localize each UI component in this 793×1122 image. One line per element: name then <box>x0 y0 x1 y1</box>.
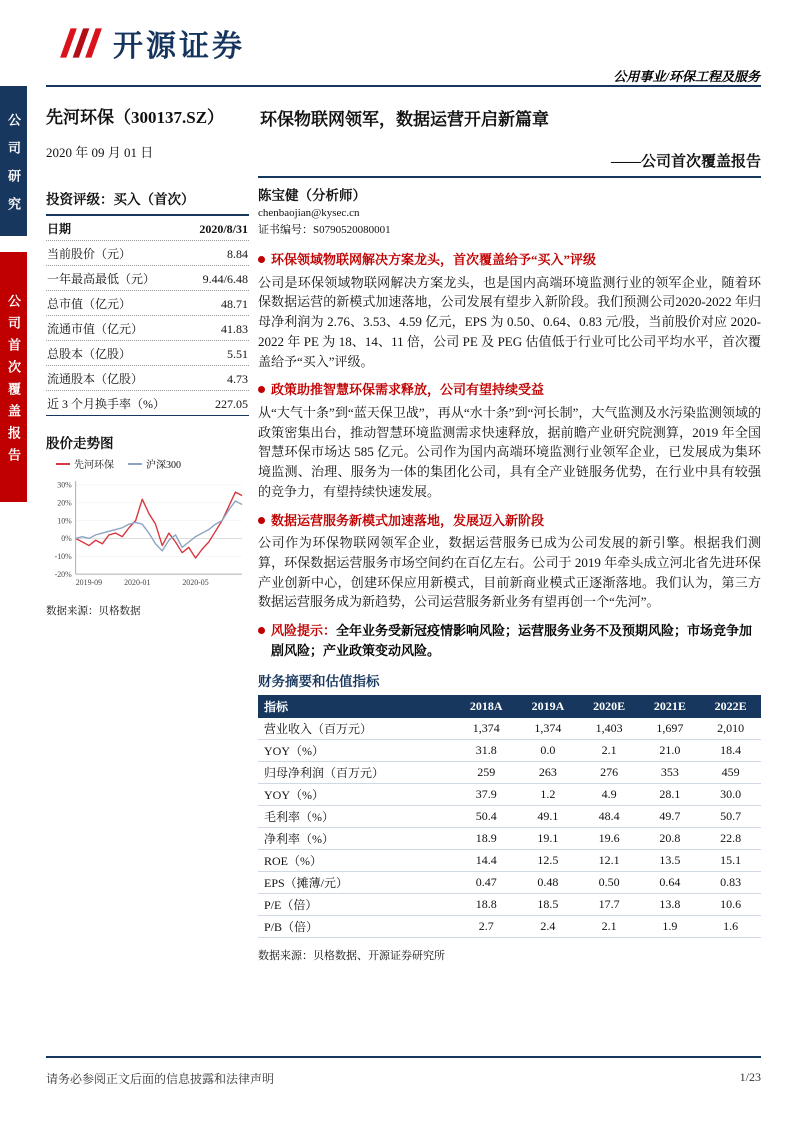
fin-value: 21.0 <box>640 740 701 762</box>
fin-row-label: P/E（倍） <box>258 894 455 916</box>
fin-table-body <box>258 718 761 938</box>
report-title: 环保物联网领军，数据运营开启新篇章 <box>260 110 549 129</box>
fin-row-label: YOY（%） <box>258 784 455 806</box>
fin-col-header: 2019A <box>517 695 579 718</box>
fin-value: 0.48 <box>517 872 579 894</box>
fin-value: 18.5 <box>517 894 579 916</box>
fin-row <box>258 806 761 828</box>
bullet-icon <box>258 627 265 634</box>
price-chart-svg <box>46 471 249 593</box>
metric-label: 一年最高最低（元） <box>47 272 156 286</box>
svg-text:20%: 20% <box>57 498 72 508</box>
company-title: 先河环保（300137.SZ） <box>46 108 225 127</box>
metric-label: 当前股价（元） <box>47 247 132 261</box>
legend-label: 先河环保 <box>74 460 114 471</box>
fin-row <box>258 916 761 938</box>
fin-value: 15.1 <box>700 850 761 872</box>
metric-row <box>46 391 249 415</box>
metric-value: 8.84 <box>227 247 248 261</box>
brand-logo <box>58 20 245 66</box>
legend-label: 沪深300 <box>146 460 181 471</box>
fin-value: 17.7 <box>579 894 640 916</box>
metric-label: 总市值（亿元） <box>47 297 132 311</box>
fin-value: 0.83 <box>700 872 761 894</box>
metric-row <box>46 291 249 316</box>
fin-value: 37.9 <box>455 784 517 806</box>
fin-value: 1.6 <box>700 916 761 938</box>
fin-value: 1,697 <box>640 718 701 740</box>
svg-text:2019-09: 2019-09 <box>75 577 103 587</box>
financial-table <box>258 695 761 938</box>
fin-value: 459 <box>700 762 761 784</box>
metric-row <box>46 366 249 391</box>
fin-value: 49.1 <box>517 806 579 828</box>
fin-row <box>258 872 761 894</box>
section-body: 公司是环保领域物联网解决方案龙头，也是国内高端环境监测行业的领军企业，随着环保数据运营的新模式加速落地，公司发展有望步入新阶段。我们预测公司2020-2022 年归母净利润为 2.76、3.53、4.59 亿元，EPS 为 0.50、0.64、0.83 元/股，当前股价对应 2020-2022 年 PE 为 18、14、11 倍，公司 PE 及 PEG 估值低于行业可比公司平均水平，首次覆盖给予“买入”评级。 <box>258 274 761 369</box>
fin-value: 2,010 <box>700 718 761 740</box>
fin-value: 2.1 <box>579 740 640 762</box>
bullet-icon <box>258 386 265 393</box>
metric-value: 41.83 <box>221 322 248 336</box>
industry-category: 公用事业/环保工程及服务 <box>613 69 760 84</box>
page-number: 1/23 <box>739 1070 761 1084</box>
fin-value: 18.4 <box>700 740 761 762</box>
fin-value: 19.6 <box>579 828 640 850</box>
metric-value: 227.05 <box>215 397 248 411</box>
svg-text:30%: 30% <box>57 480 72 490</box>
fin-value: 12.1 <box>579 850 640 872</box>
fin-value: 2.1 <box>579 916 640 938</box>
footer-disclaimer: 请务必参阅正文后面的信息披露和法律声明 <box>46 1072 275 1086</box>
fin-row <box>258 740 761 762</box>
fin-value: 50.4 <box>455 806 517 828</box>
svg-text:-20%: -20% <box>54 569 72 579</box>
svg-text:2020-01: 2020-01 <box>124 577 151 587</box>
bullet-icon <box>258 517 265 524</box>
bullet-icon <box>258 256 265 263</box>
section-heading: 环保领域物联网解决方案龙头，首次覆盖给予“买入”评级 <box>271 252 597 267</box>
legend-swatch-icon <box>128 463 142 465</box>
fin-value: 20.8 <box>640 828 701 850</box>
right-column <box>258 184 761 963</box>
subtitle-divider <box>258 176 761 178</box>
financial-table-source: 数据来源：贝格数据、开源证券研究所 <box>258 950 445 962</box>
fin-value: 0.47 <box>455 872 517 894</box>
section-body: 从“大气十条”到“蓝天保卫战”，再从“水十条”到“河长制”，大气监测及水污染监测领域的政策密集出台，推动智慧环境监测需求快速释放，据前瞻产业研究院测算，2019 年全国智慧环保市场达 585 亿元。公司作为国内高端环境监测行业领军企业，已发展成为集环境监测、治理、服务为一体的集团化公司，具有全产业链服务优势，在行业中具有较强的竞争力，有望持续快速发展。 <box>258 404 761 499</box>
fin-value: 12.5 <box>517 850 579 872</box>
metric-value: 2020/8/31 <box>199 222 248 236</box>
fin-col-header: 2018A <box>455 695 517 718</box>
section-heading: 政策助推智慧环保需求释放，公司有望持续受益 <box>271 382 545 398</box>
metric-row <box>46 316 249 341</box>
header-divider <box>46 85 761 87</box>
fin-value: 1,374 <box>517 718 579 740</box>
fin-value: 2.7 <box>455 916 517 938</box>
risk-section <box>258 621 761 660</box>
fin-row-label: P/B（倍） <box>258 916 455 938</box>
analyst-cert-number: 证书编号：S0790520080001 <box>258 224 391 236</box>
fin-value: 28.1 <box>640 784 701 806</box>
svg-text:0%: 0% <box>61 534 72 544</box>
analyst-name: 陈宝健（分析师） <box>258 188 366 203</box>
fin-col-header: 指标 <box>258 695 455 718</box>
fin-value: 1,403 <box>579 718 640 740</box>
fin-value: 18.9 <box>455 828 517 850</box>
legend-item <box>56 456 114 471</box>
metrics-table <box>46 216 249 416</box>
risk-heading <box>271 621 761 660</box>
metric-label: 流通股本（亿股） <box>47 372 144 386</box>
fin-col-header: 2021E <box>640 695 701 718</box>
sidebar-coverage-label: 公司首次覆盖报告 <box>6 293 21 470</box>
metric-row <box>46 216 249 241</box>
svg-text:10%: 10% <box>57 516 72 526</box>
sidebar-research-label: 公司研究 <box>6 112 21 225</box>
footer-divider <box>46 1056 761 1058</box>
chart-legend <box>56 456 249 471</box>
fin-value: 263 <box>517 762 579 784</box>
fin-row <box>258 762 761 784</box>
section-heading: 数据运营服务新模式加速落地，发展迈入新阶段 <box>271 512 545 528</box>
metric-row <box>46 341 249 366</box>
left-column <box>46 188 249 618</box>
fin-value: 259 <box>455 762 517 784</box>
fin-row-label: 净利率（%） <box>258 828 455 850</box>
fin-value: 1.2 <box>517 784 579 806</box>
fin-col-header: 2020E <box>579 695 640 718</box>
metric-value: 5.51 <box>227 347 248 361</box>
investment-rating: 投资评级：买入（首次） <box>46 188 249 216</box>
report-section <box>258 511 761 613</box>
report-date: 2020 年 09 月 01 日 <box>46 145 154 160</box>
fin-value: 0.0 <box>517 740 579 762</box>
metric-label: 日期 <box>47 222 72 236</box>
fin-row-label: 营业收入（百万元） <box>258 718 455 740</box>
fin-value: 50.7 <box>700 806 761 828</box>
metric-value: 4.73 <box>227 372 248 386</box>
fin-value: 0.64 <box>640 872 701 894</box>
metric-label: 近 3 个月换手率（%） <box>47 397 165 411</box>
fin-row <box>258 718 761 740</box>
fin-value: 48.4 <box>579 806 640 828</box>
fin-row-label: ROE（%） <box>258 850 455 872</box>
fin-value: 18.8 <box>455 894 517 916</box>
metric-row <box>46 266 249 291</box>
fin-value: 13.8 <box>640 894 701 916</box>
sections <box>258 250 761 612</box>
fin-value: 49.7 <box>640 806 701 828</box>
fin-value: 31.8 <box>455 740 517 762</box>
risk-label: 风险提示： <box>271 623 337 638</box>
fin-value: 1,374 <box>455 718 517 740</box>
fin-col-header: 2022E <box>700 695 761 718</box>
price-chart-title: 股价走势图 <box>46 436 114 451</box>
svg-text:2020-05: 2020-05 <box>182 577 209 587</box>
section-body: 公司作为环保物联网领军企业，数据运营服务已成为公司发展的新引擎。根据我们测算，环保数据运营服务市场空间约在百亿左右。公司于 2019 年牵头成立河北省先进环保产业创新中心，创建环保应用新模式，目前新商业模式正逐渐落地。我们认为，第三方数据运营服务成为新趋势，公司运营服务新业务有望再创一个“先河”。 <box>258 535 761 610</box>
legend-item <box>128 456 181 471</box>
metric-label: 总股本（亿股） <box>47 347 132 361</box>
fin-row-label: YOY（%） <box>258 740 455 762</box>
metric-value: 48.71 <box>221 297 248 311</box>
page-footer <box>46 1070 761 1087</box>
fin-value: 14.4 <box>455 850 517 872</box>
fin-row-label: EPS（摊薄/元） <box>258 872 455 894</box>
financial-table-title: 财务摘要和估值指标 <box>258 674 380 689</box>
fin-value: 22.8 <box>700 828 761 850</box>
metric-row <box>46 241 249 266</box>
fin-value: 353 <box>640 762 701 784</box>
metric-label: 流通市值（亿元） <box>47 322 144 336</box>
fin-row <box>258 850 761 872</box>
chart-source: 数据来源：贝格数据 <box>46 606 141 617</box>
fin-value: 276 <box>579 762 640 784</box>
brand-name: 开源证券 <box>113 30 245 63</box>
fin-row <box>258 828 761 850</box>
risk-body: 全年业务受新冠疫情影响风险；运营服务业务不及预期风险；市场竞争加剧风险；产业政策变动风险。 <box>271 623 753 658</box>
fin-value: 13.5 <box>640 850 701 872</box>
fin-row-label: 毛利率（%） <box>258 806 455 828</box>
fin-value: 4.9 <box>579 784 640 806</box>
sidebar-research-tag <box>0 86 27 236</box>
report-section <box>258 250 761 371</box>
fin-row <box>258 784 761 806</box>
svg-text:-10%: -10% <box>54 552 72 562</box>
metric-value: 9.44/6.48 <box>202 272 248 286</box>
analyst-email: chenbaojian@kysec.cn <box>258 207 360 219</box>
kaiyuan-logo-icon <box>58 20 104 66</box>
sidebar-coverage-tag <box>0 252 27 502</box>
report-section <box>258 380 761 501</box>
fin-row <box>258 894 761 916</box>
fin-value: 30.0 <box>700 784 761 806</box>
fin-row-label: 归母净利润（百万元） <box>258 762 455 784</box>
fin-value: 19.1 <box>517 828 579 850</box>
report-subtitle: ——公司首次覆盖报告 <box>610 154 761 170</box>
fin-value: 10.6 <box>700 894 761 916</box>
fin-value: 2.4 <box>517 916 579 938</box>
fin-value: 1.9 <box>640 916 701 938</box>
legend-swatch-icon <box>56 463 70 465</box>
fin-table-head-row <box>258 695 761 718</box>
fin-value: 0.50 <box>579 872 640 894</box>
